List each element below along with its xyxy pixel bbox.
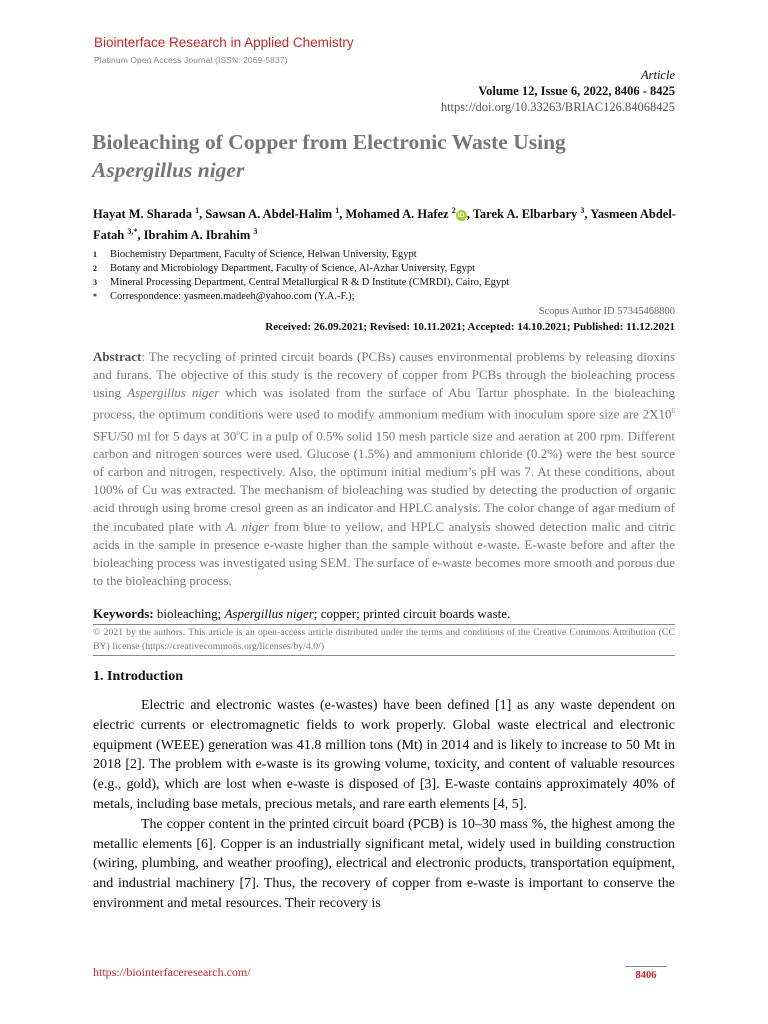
introduction-body <box>93 696 675 914</box>
abstract-text: SFU/50 ml for 5 days at 30 <box>93 428 237 444</box>
divider <box>93 624 675 625</box>
abstract <box>93 348 675 590</box>
footer-link[interactable]: https://biointerfaceresearch.com/ <box>93 965 251 979</box>
author-affil-sup: 3 <box>580 206 585 215</box>
author-affil-sup: 1 <box>195 206 200 215</box>
degree-sup: o <box>236 428 240 437</box>
page-number-rule <box>625 966 667 967</box>
author-affil-sup: 1 <box>335 206 340 215</box>
doi-link[interactable]: https://doi.org/10.33263/BRIAC126.84068425 <box>440 100 675 114</box>
abstract-label: Abstract <box>93 349 142 364</box>
affiliation-text: Botany and Microbiology Department, Faculty of Science, Al-Azhar University, Egypt <box>110 263 475 274</box>
affiliation-item <box>93 276 683 290</box>
journal-subtitle: Platinum Open Access Journal (ISSN: 2069-5837) <box>94 55 288 65</box>
author-name: , Mohamed A. Hafez <box>339 207 452 222</box>
keywords-text: ; copper; printed circuit boards waste. <box>313 606 511 621</box>
author-affil-sup: 2 <box>451 206 456 215</box>
affiliation-text: Mineral Processing Department, Central Metallurgical R & D Institute (CMRDI), Cairo, Egypt <box>110 277 510 288</box>
author-name: , Ibrahim A. Ibrahim <box>137 228 254 243</box>
title-line-2: Aspergillus niger <box>92 158 245 182</box>
affiliation-item <box>93 262 683 276</box>
author-list <box>93 202 683 244</box>
correspondence-text[interactable]: Correspondence: yasmeen.madeeh@yahoo.com (Y.A.-F.); <box>110 291 355 302</box>
keywords-label: Keywords: <box>93 606 154 621</box>
orcid-icon[interactable]: iD <box>456 210 467 221</box>
volume-info: Volume 12, Issue 6, 2022, 8406 - 8425 <box>478 84 675 98</box>
affiliation-item <box>93 248 683 262</box>
section-heading: 1. Introduction <box>93 669 183 684</box>
abstract-text: C in a pulp of 0.5% solid 150 mesh particle size and aeration at 200 rpm. Different carbon and nitrogen sources were used. Glucose (1.5%) and ammonium chloride (0.2%) were the best source of carbon and nitrogen, respectively. Also, the optimum initial medium’s pH was 7. At these conditions, about 100% of Cu was extracted. The mechanism of bioleaching was studied by detecting the production of organic acid through using brome cresol green as an indicator and HPLC analysis. The color change of agar medium of the incubated plate with <box>93 428 675 534</box>
affiliation-number: 2 <box>93 264 97 273</box>
article-type: Article <box>640 68 675 82</box>
title-line-1: Bioleaching of Copper from Electronic Waste Using <box>92 130 566 154</box>
abstract-text: which was isolated from the surface of Abu Tartur phosphate. In the bioleaching process, the optimum conditions were used to modify ammonium medium with inoculum spore size are 2X10 <box>93 385 675 422</box>
publication-dates: Received: 26.09.2021; Revised: 10.11.2021; Accepted: 14.10.2021; Published: 11.12.2021 <box>265 321 675 333</box>
keyword-organism: Aspergillus niger <box>224 606 314 621</box>
divider <box>93 655 675 656</box>
journal-name: Biointerface Research in Applied Chemistry <box>94 35 354 50</box>
article-title <box>92 128 692 184</box>
license-notice: © 2021 by the authors. This article is an open-access article distributed under the terms and conditions of the Creative Commons Attribution (CC BY) license (https://creativecommons.org/licenses/by/4.0/) <box>93 627 675 652</box>
author-affil-sup: 3 <box>253 227 258 237</box>
affiliation-number: 1 <box>93 250 97 259</box>
organism-name: Aspergillus niger <box>127 385 220 401</box>
affiliation-number: 3 <box>93 278 97 287</box>
paragraph: Electric and electronic wastes (e-wastes) have been defined [1] as any waste dependent on electric currents or electromagnetic fields to work properly. Global waste electrical and electronic equipment (WEEE) generation was 41.8 million tons (Mt) in 2014 and is likely to increase to 50 Mt in 2018 [2]. The problem with e-waste is its growing volume, toxicity, and content of valuable resources (e.g., gold), which are lost when e-waste is disposed of [3]. E-waste contains approximately 40% of metals, including base metals, precious metals, and rare earth elements [4, 5]. <box>93 698 675 812</box>
abstract-text: from blue to yellow, and HPLC analysis showed detection malic and citric acids in the sample in presence e-waste higher than the sample without e-waste. E-waste before and after the bioleaching process was investigated using SEM. The surface of e-waste becomes more smooth and porous due to the bioleaching process. <box>93 518 675 588</box>
keywords-text: bioleaching; <box>153 606 225 621</box>
exponent: 6 <box>671 407 675 416</box>
author-name: Hayat M. Sharada <box>93 207 196 222</box>
author-name: , Yasmeen Abdel-Fatah <box>93 207 676 243</box>
paragraph: The copper content in the printed circuit board (PCB) is 10–30 mass %, the highest among the metallic elements [6]. Copper is an industrially significant metal, widely used in building construction (wiring, plumbing, and weather proofing), electrical and electronic products, transportation equipment, and industrial machinery [7]. Thus, the recovery of copper from e-waste is important to conserve the environment and metal resources. Their recovery is <box>93 816 675 911</box>
author-name: , Sawsan A. Abdel-Halim <box>199 207 336 222</box>
author-name: , Tarek A. Elbarbary <box>466 207 581 222</box>
affiliations <box>93 248 683 304</box>
affiliation-text: Biochemistry Department, Faculty of Science, Helwan University, Egypt <box>110 249 417 260</box>
organism-name: A. niger <box>226 518 270 534</box>
keywords <box>93 606 675 622</box>
abstract-text: : The recycling of printed circuit boards (PCBs) causes environmental problems by releasing dioxins and furans. The objective of this study is the recovery of copper from PCBs through the bioleaching process using <box>93 349 675 401</box>
correspondence <box>93 290 683 304</box>
page-number: 8406 <box>635 970 657 981</box>
affiliation-number: * <box>93 292 97 301</box>
scopus-id: Scopus Author ID 57345468800 <box>538 306 675 317</box>
author-affil-sup: 3,* <box>127 227 138 237</box>
